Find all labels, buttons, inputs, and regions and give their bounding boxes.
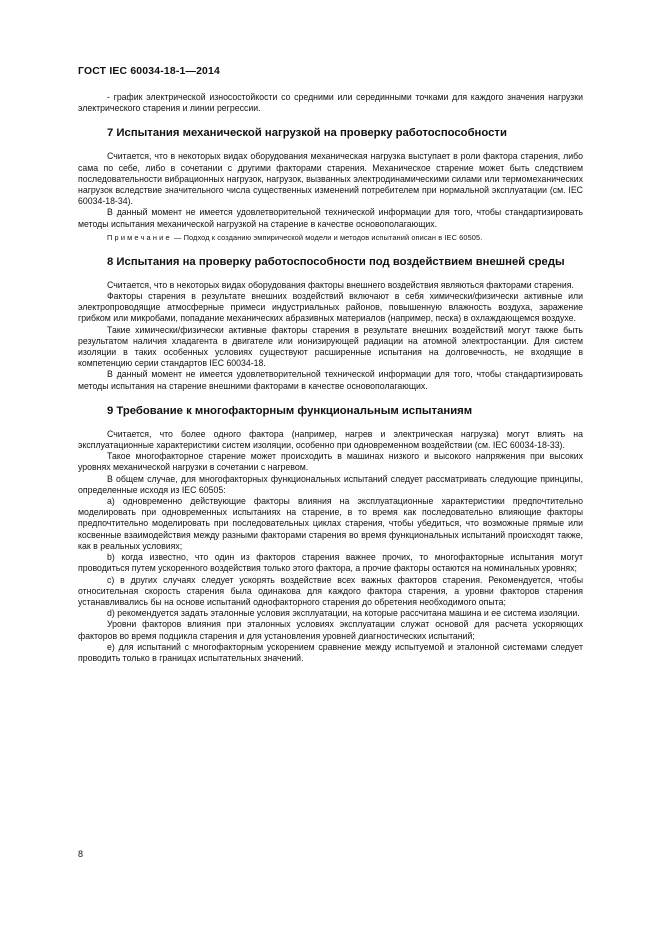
section-8-title: 8 Испытания на проверку работоспособности под воздействием внешней среды: [107, 255, 565, 268]
section-9-list-item-e: e) для испытаний с многофакторным ускорением сравнение между испытуемой и эталонной системами следует проводить только в границах испытательных значений.: [78, 641, 583, 663]
section-9-paragraph: Уровни факторов влияния при эталонных условиях эксплуатации служат основой для расчета ускоряющих факторов во время подцикла старения и для установления уровней диагностических испытаний;: [78, 619, 583, 641]
section-9-list-item-b: b) когда известно, что один из факторов старения важнее прочих, то многофакторные испытания могут проводиться путем ускоренного воздействия только этого фактора, а прочие факторы остаются на номинальных уровнях;: [78, 552, 583, 574]
section-8-paragraph: Такие химически/физически активные факторы старения в результате внешних воздействий могут также быть результатом наличия хладагента в двигателе или ионизирующей радиации на атомной электростанции. Для систем изоляции в таких особенных условиях существуют расширенные испытания на долговечность, не входящие в компетенцию серии стандартов IEC 60034-18.: [78, 324, 583, 369]
section-8-paragraph: Факторы старения в результате внешних воздействий включают в себя химически/физически активные или электропроводящие атмосферные примеси индустриальных районов, повышенную влажность воздуха, заражение грибком или микробами, попадание механических абразивных материалов (например, песка) в охлаждающемся воздухе.: [78, 291, 583, 324]
section-9-list-item-d: d) рекомендуется задать эталонные условия эксплуатации, на которые рассчитана машина и ее система изоляции.: [107, 608, 580, 619]
page-number: 8: [78, 849, 84, 859]
section-9-list-item-c: c) в других случаях следует ускорять воздействие всех важных факторов старения. Рекомендуется, чтобы относительная скорость старения была одинакова для каждого фактора старения, а уровни факторов старения устанавливались бы на основе испытаний однофакторного старения до обретения необходимого опыта;: [78, 574, 583, 607]
note-label: Примечание: [107, 232, 172, 242]
note-text: — Подход к созданию эмпирической модели и методов испытаний описан в IEC 60505.: [171, 232, 483, 242]
section-7-title: 7 Испытания механической нагрузкой на проверку работоспособности: [107, 127, 507, 140]
section-8-paragraph: В данный момент не имеется удовлетворительной технической информации для того, чтобы стандартизировать методы испытания на старение внешними факторами в качестве основополагающих.: [78, 369, 583, 391]
section-9-paragraph: В общем случае, для многофакторных функциональных испытаний следует рассматривать следующие принципы, определенные исходя из IEC 60505:: [78, 473, 583, 495]
section-8-paragraph: Считается, что в некоторых видах оборудования факторы внешнего воздействия являються факторами старения.: [107, 279, 574, 290]
section-7-paragraph: В данный момент не имеется удовлетворительной технической информации для того, чтобы стандартизировать методы испытания механической нагрузкой на старение в качестве основополагающих.: [78, 207, 583, 229]
section-7-note: [78, 233, 583, 243]
section-9-paragraph: Считается, что более одного фактора (например, нагрев и электрическая нагрузка) могут влиять на эксплуатационные характеристики систем изоляции, особенно при одновременном воздействии (см. IEC 60034-18-33).: [78, 428, 583, 451]
intro-list-item: - график электрической износостойкости со средними или серединными точками для каждого значения нагрузки электрического старения и линии регрессии.: [78, 92, 583, 114]
section-9-list-item-a: a) одновременно действующие факторы влияния на эксплуатационные характеристики предпочтительно моделировать при одновременных испытаниях на старение, в то время как последовательно влияющие факторы предпочтительно моделировать при последовательных циклах старения, чтобы убедиться, что возможные прямые или косвенные взаимодействия между разными факторами старения во время функциональных испытаний происходят также, как в реальных условиях;: [78, 496, 583, 551]
section-9-paragraph: Такое многофакторное старение может происходить в машинах низкого и высокого напряжения при высоких уровнях механической нагрузки в сочетании с нагревом.: [78, 451, 583, 473]
page-content: [78, 92, 583, 664]
document-code-header: ГОСТ IEC 60034-18-1—2014: [78, 66, 220, 77]
section-7-paragraph: Считается, что в некоторых видах оборудования механическая нагрузка выступает в роли фактора старения, либо сама по себе, либо в сочетании с другими факторами старения. Механическое старение может быть следствием последовательности вибрационных нагрузок, нагрузок, вызванных электродинамическими силами или термомеханических нагрузок вследствие значительного числа существенных изменений потребителем при нормальной эксплуатации (см. IEC 60034-18-34).: [78, 151, 583, 207]
section-9-title: 9 Требование к многофакторным функциональным испытаниям: [107, 404, 473, 417]
